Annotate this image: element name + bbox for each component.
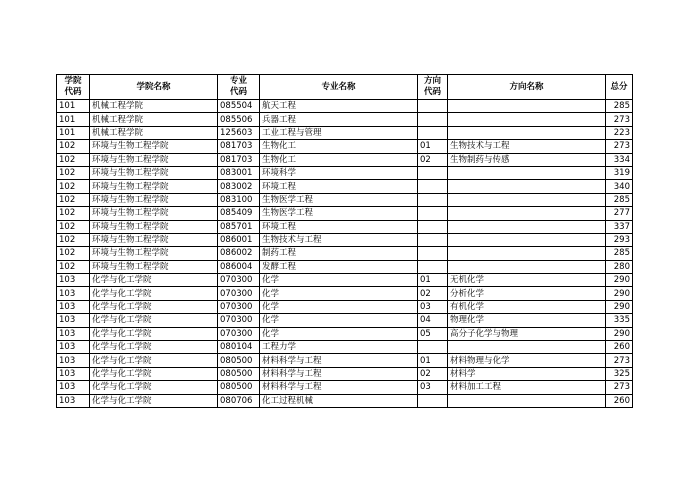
direction-code-cell: 02 (418, 367, 448, 380)
major-name-cell: 材料科学与工程 (260, 381, 418, 394)
direction-code-cell: 04 (418, 314, 448, 327)
college-code-cell: 103 (57, 287, 90, 300)
major-name-cell: 化学 (260, 300, 418, 313)
major-name-cell: 材料科学与工程 (260, 354, 418, 367)
direction-code-cell (418, 394, 448, 407)
college-name-cell: 机械工程学院 (90, 113, 218, 126)
direction-name-cell (448, 233, 606, 246)
major-name-cell: 化工过程机械 (260, 394, 418, 407)
major-code-cell: 070300 (218, 287, 260, 300)
major-name-cell: 生物化工 (260, 153, 418, 166)
total-score-cell: 285 (606, 193, 633, 206)
college-code-cell: 103 (57, 274, 90, 287)
table-row (57, 354, 633, 367)
college-code-cell: 102 (57, 220, 90, 233)
direction-code-cell: 02 (418, 153, 448, 166)
total-score-cell: 260 (606, 394, 633, 407)
college-name-cell: 环境与生物工程学院 (90, 260, 218, 273)
table-row (57, 153, 633, 166)
direction-name-cell (448, 394, 606, 407)
direction-code-cell (418, 233, 448, 246)
major-code-cell: 080500 (218, 354, 260, 367)
total-score-cell: 285 (606, 100, 633, 113)
total-score-cell: 280 (606, 260, 633, 273)
college-name-cell: 机械工程学院 (90, 100, 218, 113)
major-code-cell: 086004 (218, 260, 260, 273)
direction-code-cell (418, 341, 448, 354)
direction-name-cell: 物理化学 (448, 314, 606, 327)
direction-code-cell (418, 193, 448, 206)
college-name-cell: 化学与化工学院 (90, 354, 218, 367)
college-code-cell: 102 (57, 166, 90, 179)
direction-code-cell (418, 260, 448, 273)
major-name-cell: 生物医学工程 (260, 207, 418, 220)
major-code-cell: 086001 (218, 233, 260, 246)
college-code-cell: 102 (57, 140, 90, 153)
table-row (57, 140, 633, 153)
college-code-header: 学院 代码 (57, 75, 90, 100)
total-score-cell: 337 (606, 220, 633, 233)
college-name-cell: 环境与生物工程学院 (90, 220, 218, 233)
major-name-cell: 化学 (260, 287, 418, 300)
direction-code-cell: 03 (418, 381, 448, 394)
direction-code-cell (418, 126, 448, 139)
major-name-cell: 环境工程 (260, 180, 418, 193)
table-row (57, 260, 633, 273)
major-name-cell: 化学 (260, 327, 418, 340)
college-code-cell: 102 (57, 193, 90, 206)
major-name-cell: 航天工程 (260, 100, 418, 113)
direction-code-cell: 01 (418, 274, 448, 287)
major-name-cell: 生物化工 (260, 140, 418, 153)
table-row (57, 207, 633, 220)
college-code-cell: 102 (57, 233, 90, 246)
major-code-cell: 070300 (218, 300, 260, 313)
college-code-cell: 103 (57, 327, 90, 340)
direction-code-header: 方向 代码 (418, 75, 448, 100)
college-name-cell: 环境与生物工程学院 (90, 180, 218, 193)
table-body (57, 100, 633, 408)
table-header-row (57, 75, 633, 100)
direction-name-cell (448, 247, 606, 260)
college-name-header: 学院名称 (90, 75, 218, 100)
major-code-cell: 081703 (218, 153, 260, 166)
college-name-cell: 环境与生物工程学院 (90, 207, 218, 220)
major-code-cell: 085506 (218, 113, 260, 126)
college-code-cell: 101 (57, 126, 90, 139)
college-name-cell: 环境与生物工程学院 (90, 193, 218, 206)
table-row (57, 300, 633, 313)
college-code-cell: 102 (57, 247, 90, 260)
total-score-cell: 273 (606, 354, 633, 367)
total-score-cell: 273 (606, 381, 633, 394)
table-row (57, 287, 633, 300)
total-score-cell: 340 (606, 180, 633, 193)
direction-name-cell: 分析化学 (448, 287, 606, 300)
major-name-header: 专业名称 (260, 75, 418, 100)
major-code-cell: 083001 (218, 166, 260, 179)
total-score-cell: 290 (606, 274, 633, 287)
table-row (57, 180, 633, 193)
total-score-cell: 223 (606, 126, 633, 139)
table-row (57, 220, 633, 233)
major-code-cell: 085409 (218, 207, 260, 220)
college-code-cell: 103 (57, 367, 90, 380)
college-code-cell: 103 (57, 381, 90, 394)
direction-name-cell: 生物制药与传感 (448, 153, 606, 166)
major-code-cell: 086002 (218, 247, 260, 260)
college-code-cell: 103 (57, 394, 90, 407)
major-code-cell: 083100 (218, 193, 260, 206)
total-score-cell: 285 (606, 247, 633, 260)
table-row (57, 100, 633, 113)
college-name-cell: 化学与化工学院 (90, 341, 218, 354)
college-name-cell: 环境与生物工程学院 (90, 166, 218, 179)
direction-code-cell (418, 207, 448, 220)
major-code-cell: 085504 (218, 100, 260, 113)
major-name-cell: 环境工程 (260, 220, 418, 233)
table-row (57, 233, 633, 246)
major-code-cell: 080104 (218, 341, 260, 354)
college-name-cell: 环境与生物工程学院 (90, 247, 218, 260)
total-score-header: 总分 (606, 75, 633, 100)
college-name-cell: 机械工程学院 (90, 126, 218, 139)
major-code-cell: 083002 (218, 180, 260, 193)
total-score-cell: 290 (606, 300, 633, 313)
direction-name-cell (448, 180, 606, 193)
total-score-cell: 335 (606, 314, 633, 327)
table-row (57, 113, 633, 126)
major-code-cell: 125603 (218, 126, 260, 139)
total-score-cell: 277 (606, 207, 633, 220)
college-name-cell: 环境与生物工程学院 (90, 140, 218, 153)
direction-code-cell (418, 113, 448, 126)
college-name-cell: 化学与化工学院 (90, 367, 218, 380)
college-code-cell: 103 (57, 354, 90, 367)
major-name-cell: 工业工程与管理 (260, 126, 418, 139)
major-code-cell: 070300 (218, 314, 260, 327)
table-row (57, 126, 633, 139)
total-score-cell: 334 (606, 153, 633, 166)
direction-name-cell (448, 193, 606, 206)
direction-code-cell (418, 220, 448, 233)
table-row (57, 247, 633, 260)
major-code-cell: 070300 (218, 327, 260, 340)
major-code-header: 专业 代码 (218, 75, 260, 100)
major-name-cell: 发酵工程 (260, 260, 418, 273)
college-code-cell: 102 (57, 260, 90, 273)
direction-code-cell: 01 (418, 354, 448, 367)
college-name-cell: 化学与化工学院 (90, 394, 218, 407)
direction-code-cell: 01 (418, 140, 448, 153)
major-code-cell: 080500 (218, 381, 260, 394)
direction-name-cell: 材料加工工程 (448, 381, 606, 394)
table-row (57, 381, 633, 394)
college-code-cell: 103 (57, 314, 90, 327)
table-row (57, 166, 633, 179)
direction-code-cell (418, 100, 448, 113)
table-row (57, 193, 633, 206)
direction-name-cell (448, 207, 606, 220)
direction-name-cell: 高分子化学与物理 (448, 327, 606, 340)
major-name-cell: 工程力学 (260, 341, 418, 354)
major-code-cell: 085701 (218, 220, 260, 233)
major-name-cell: 材料科学与工程 (260, 367, 418, 380)
direction-name-header: 方向名称 (448, 75, 606, 100)
table-row (57, 367, 633, 380)
direction-name-cell: 生物技术与工程 (448, 140, 606, 153)
direction-code-cell: 03 (418, 300, 448, 313)
total-score-cell: 290 (606, 327, 633, 340)
total-score-cell: 325 (606, 367, 633, 380)
table-row (57, 341, 633, 354)
table-row (57, 394, 633, 407)
major-name-cell: 生物技术与工程 (260, 233, 418, 246)
direction-code-cell (418, 247, 448, 260)
major-name-cell: 制药工程 (260, 247, 418, 260)
college-name-cell: 化学与化工学院 (90, 274, 218, 287)
major-name-cell: 化学 (260, 274, 418, 287)
college-name-cell: 化学与化工学院 (90, 381, 218, 394)
direction-name-cell: 材料物理与化学 (448, 354, 606, 367)
direction-name-cell (448, 341, 606, 354)
direction-name-cell: 无机化学 (448, 274, 606, 287)
direction-name-cell (448, 113, 606, 126)
direction-name-cell (448, 126, 606, 139)
major-code-cell: 080500 (218, 367, 260, 380)
total-score-cell: 293 (606, 233, 633, 246)
total-score-cell: 319 (606, 166, 633, 179)
total-score-cell: 290 (606, 287, 633, 300)
total-score-cell: 273 (606, 113, 633, 126)
table-row (57, 314, 633, 327)
college-name-cell: 环境与生物工程学院 (90, 233, 218, 246)
direction-name-cell (448, 220, 606, 233)
direction-name-cell (448, 100, 606, 113)
direction-name-cell: 有机化学 (448, 300, 606, 313)
college-name-cell: 化学与化工学院 (90, 327, 218, 340)
direction-name-cell (448, 166, 606, 179)
college-name-cell: 环境与生物工程学院 (90, 153, 218, 166)
major-code-cell: 080706 (218, 394, 260, 407)
college-code-cell: 103 (57, 300, 90, 313)
direction-code-cell: 02 (418, 287, 448, 300)
direction-code-cell: 05 (418, 327, 448, 340)
total-score-cell: 260 (606, 341, 633, 354)
college-code-cell: 102 (57, 153, 90, 166)
direction-code-cell (418, 166, 448, 179)
major-name-cell: 环境科学 (260, 166, 418, 179)
college-code-cell: 101 (57, 100, 90, 113)
major-name-cell: 兵器工程 (260, 113, 418, 126)
college-name-cell: 化学与化工学院 (90, 300, 218, 313)
college-code-cell: 102 (57, 180, 90, 193)
total-score-cell: 273 (606, 140, 633, 153)
direction-name-cell: 材料学 (448, 367, 606, 380)
college-code-cell: 103 (57, 341, 90, 354)
direction-name-cell (448, 260, 606, 273)
direction-code-cell (418, 180, 448, 193)
table-row (57, 274, 633, 287)
major-name-cell: 化学 (260, 314, 418, 327)
college-name-cell: 化学与化工学院 (90, 314, 218, 327)
table-row (57, 327, 633, 340)
score-table (56, 74, 633, 408)
college-name-cell: 化学与化工学院 (90, 287, 218, 300)
major-code-cell: 070300 (218, 274, 260, 287)
major-code-cell: 081703 (218, 140, 260, 153)
college-code-cell: 102 (57, 207, 90, 220)
college-code-cell: 101 (57, 113, 90, 126)
major-name-cell: 生物医学工程 (260, 193, 418, 206)
